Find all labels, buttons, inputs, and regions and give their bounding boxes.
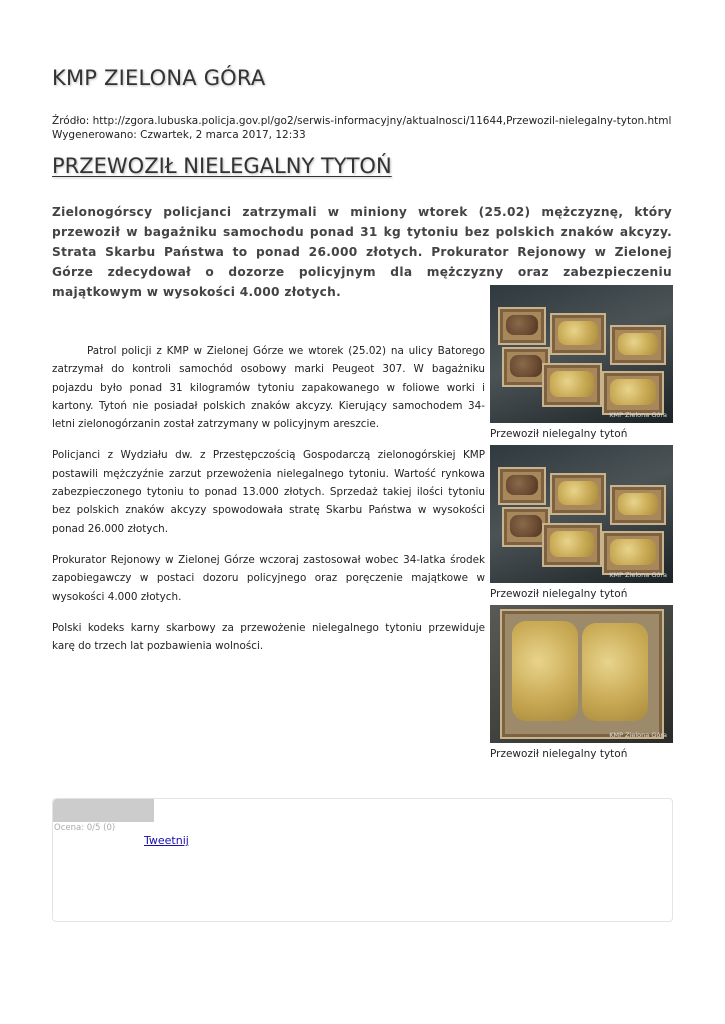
tweet-link[interactable]: Tweetnij bbox=[144, 834, 189, 847]
article-lead: Zielonogórscy policjanci zatrzymali w miniony wtorek (25.02) mężczyznę, który przewoził w bagażniku samochodu ponad 31 kg tytoniu bez polskich znaków akcyzy. Strata Skarbu Państwa to ponad 26.000 złotych. Prokurator Rejonowy w Zielonej Górze zdecydował o dozorze policyjnym dla mężczyzny oraz zabezpieczeniu majątkowym w wysokości 4.000 złotych. bbox=[52, 205, 672, 299]
article-title: PRZEWOZIŁ NIELEGALNY TYTOŃ bbox=[52, 154, 392, 178]
article-paragraph: Polski kodeks karny skarbowy za przewożenie nielegalnego tytoniu przewiduje karę do trzech lat pozbawienia wolności. bbox=[52, 621, 485, 653]
photo-watermark: KMP Zielona Góra bbox=[609, 731, 667, 739]
meta-info bbox=[52, 114, 671, 142]
tobacco-photo[interactable] bbox=[490, 605, 673, 743]
article-paragraph: Prokurator Rejonowy w Zielonej Górze wczoraj zastosował wobec 34-latka środek zapobiegawczy w postaci dozoru policyjnego oraz poręczenie majątkowe w wysokości 4.000 złotych. bbox=[52, 553, 485, 603]
photo-watermark: KMP Zielona Góra bbox=[609, 411, 667, 419]
site-title: KMP ZIELONA GÓRA bbox=[52, 66, 266, 90]
rating-text: Ocena: 0/5 (0) bbox=[54, 823, 116, 833]
article-body bbox=[52, 342, 485, 668]
generated-date: Wygenerowano: Czwartek, 2 marca 2017, 12:33 bbox=[52, 129, 306, 141]
share-box bbox=[52, 798, 673, 922]
photo-caption: Przewoził nielegalny tytoń bbox=[490, 588, 628, 600]
rating-stars[interactable] bbox=[53, 799, 154, 822]
article-paragraph: Policjanci z Wydziału dw. z Przestępczością Gospodarczą zielonogórskiej KMP postawili mężczyźnie zarzut przewożenia nielegalnego tytoniu. Wartość rynkowa zabezpieczonego tytoniu to ponad 13.000 złotych. Sprzedaż takiej ilości tytoniu bez polskich znaków akcyzy spowodowała stratę Skarbu Państwa w wysokości ponad 26.000 złotych. bbox=[52, 449, 485, 535]
gallery-item bbox=[490, 605, 673, 763]
photo-caption: Przewoził nielegalny tytoń bbox=[490, 428, 628, 440]
photo-caption: Przewoził nielegalny tytoń bbox=[490, 748, 628, 760]
photo-gallery bbox=[490, 285, 673, 765]
gallery-item bbox=[490, 445, 673, 603]
tobacco-photo[interactable] bbox=[490, 285, 673, 423]
tobacco-photo[interactable] bbox=[490, 445, 673, 583]
article-paragraph: Patrol policji z KMP w Zielonej Górze we wtorek (25.02) na ulicy Batorego zatrzymał do kontroli samochód osobowy marki Peugeot 307. W bagażniku pojazdu było ponad 31 kilogramów tytoniu zapakowanego w foliowe worki i kartony. Tytoń nie posiadał polskich znaków akcyzy. Kierujący samochodem 34-letni zielonogórzanin został zatrzymany w policyjnym areszcie. bbox=[52, 345, 485, 431]
source-url: Źródło: http://zgora.lubuska.policja.gov.pl/go2/serwis-informacyjny/aktualnosci/11644,Przewozil-nielegalny-tyton.html bbox=[52, 115, 672, 127]
photo-watermark: KMP Zielona Góra bbox=[609, 571, 667, 579]
gallery-item bbox=[490, 285, 673, 443]
